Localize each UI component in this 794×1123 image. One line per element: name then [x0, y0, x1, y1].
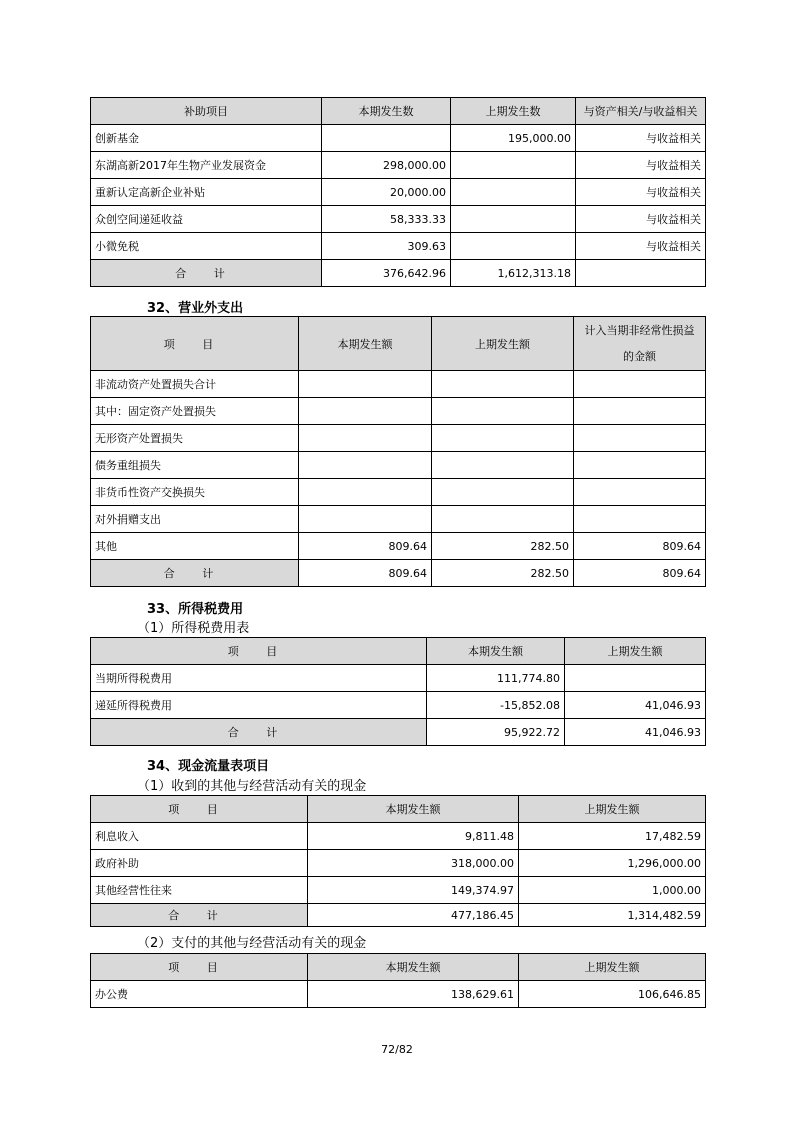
table-cell: 与收益相关: [576, 206, 706, 233]
table-cell: [574, 371, 706, 398]
table-cell: [574, 452, 706, 479]
table-row: [91, 125, 706, 152]
table-cell: 对外捐赠支出: [91, 506, 299, 533]
table-header-row: [91, 954, 706, 981]
table-cell: 20,000.00: [322, 179, 451, 206]
header-cell: 本期发生额: [308, 796, 519, 823]
table-cell: [451, 206, 576, 233]
header-line-2: 的金额: [623, 349, 656, 363]
table-cell: [432, 425, 574, 452]
table-cell: 17,482.59: [519, 823, 706, 850]
subsidy-table: [90, 97, 706, 287]
table-cell: [576, 260, 706, 287]
header-cell: 上期发生额: [519, 796, 706, 823]
table-row: [91, 665, 706, 692]
table-row: [91, 877, 706, 904]
table-cell: 小微免税: [91, 233, 322, 260]
table-cell: [574, 479, 706, 506]
table-cell: 1,612,313.18: [451, 260, 576, 287]
table-cell: [299, 371, 432, 398]
table-cell: 1,296,000.00: [519, 850, 706, 877]
income-tax-table: [90, 637, 706, 746]
table-cell: [451, 179, 576, 206]
table-cell: [565, 665, 706, 692]
table-cell: 与收益相关: [576, 179, 706, 206]
table-cell: [432, 371, 574, 398]
table-cell: 138,629.61: [308, 981, 519, 1008]
table-row: [91, 233, 706, 260]
header-cell: 上期发生额: [432, 317, 574, 371]
header-cell: 与资产相关/与收益相关: [576, 98, 706, 125]
header-cell: 项 目: [91, 954, 308, 981]
table-cell: 95,922.72: [427, 719, 565, 746]
table-cell: 1,314,482.59: [519, 904, 706, 927]
table-cell: 318,000.00: [308, 850, 519, 877]
cash-paid-table: [90, 953, 706, 1008]
table-row: [91, 371, 706, 398]
table-cell: 重新认定高新企业补贴: [91, 179, 322, 206]
header-cell: 补助项目: [91, 98, 322, 125]
table-row: [91, 533, 706, 560]
header-cell: 本期发生额: [299, 317, 432, 371]
table-cell: [322, 125, 451, 152]
table-cell: 41,046.93: [565, 719, 706, 746]
section-33-subtitle: （1）所得税费用表: [137, 621, 250, 636]
table-cell: 809.64: [574, 533, 706, 560]
table-cell: 办公费: [91, 981, 308, 1008]
table-cell: 非货币性资产交换损失: [91, 479, 299, 506]
table-cell: [432, 479, 574, 506]
table-row: [91, 981, 706, 1008]
table-row: [91, 479, 706, 506]
table-cell: 9,811.48: [308, 823, 519, 850]
total-row: [91, 719, 706, 746]
section-34-sub1-title: （1）收到的其他与经营活动有关的现金: [137, 779, 367, 794]
table-cell: [574, 398, 706, 425]
total-row: [91, 260, 706, 287]
table-row: [91, 452, 706, 479]
table-cell: 809.64: [299, 533, 432, 560]
table-cell: [299, 506, 432, 533]
table-header-row: [91, 317, 706, 371]
table-cell: 41,046.93: [565, 692, 706, 719]
table-header-row: [91, 638, 706, 665]
header-cell: 项 目: [91, 796, 308, 823]
table-row: [91, 179, 706, 206]
total-row: [91, 904, 706, 927]
table-cell: 282.50: [432, 560, 574, 587]
total-label: 合 计: [91, 719, 427, 746]
header-cell-two-line: [574, 317, 706, 371]
table-cell: [432, 398, 574, 425]
table-cell: 当期所得税费用: [91, 665, 427, 692]
non-operating-expense-table: [90, 316, 706, 587]
table-cell: 无形资产处置损失: [91, 425, 299, 452]
table-row: [91, 823, 706, 850]
table-cell: 东湖高新2017年生物产业发展资金: [91, 152, 322, 179]
table-row: [91, 506, 706, 533]
header-cell: 项 目: [91, 317, 299, 371]
table-cell: [299, 398, 432, 425]
table-row: [91, 206, 706, 233]
table-cell: [451, 152, 576, 179]
table-cell: 149,374.97: [308, 877, 519, 904]
header-cell: 上期发生数: [451, 98, 576, 125]
table-cell: 其他: [91, 533, 299, 560]
table-cell: -15,852.08: [427, 692, 565, 719]
table-cell: [299, 425, 432, 452]
table-cell: 递延所得税费用: [91, 692, 427, 719]
table-row: [91, 425, 706, 452]
table-cell: 809.64: [299, 560, 432, 587]
table-cell: [299, 479, 432, 506]
table-cell: 298,000.00: [322, 152, 451, 179]
table-cell: [299, 452, 432, 479]
section-34-sub2-title: （2）支付的其他与经营活动有关的现金: [137, 936, 367, 951]
table-cell: 58,333.33: [322, 206, 451, 233]
table-cell: [574, 425, 706, 452]
table-cell: 1,000.00: [519, 877, 706, 904]
table-cell: [432, 452, 574, 479]
table-header-row: [91, 796, 706, 823]
table-cell: 376,642.96: [322, 260, 451, 287]
table-cell: 与收益相关: [576, 125, 706, 152]
table-cell: [451, 233, 576, 260]
table-cell: 195,000.00: [451, 125, 576, 152]
table-cell: 与收益相关: [576, 233, 706, 260]
page-number: 72/82: [381, 1043, 413, 1056]
table-cell: 809.64: [574, 560, 706, 587]
table-cell: 非流动资产处置损失合计: [91, 371, 299, 398]
table-cell: [574, 506, 706, 533]
table-cell: 创新基金: [91, 125, 322, 152]
header-cell: 本期发生数: [322, 98, 451, 125]
table-cell: 其中：固定资产处置损失: [91, 398, 299, 425]
total-label: 合 计: [91, 260, 322, 287]
section-32-title: 32、营业外支出: [147, 301, 244, 316]
table-row: [91, 692, 706, 719]
table-cell: 477,186.45: [308, 904, 519, 927]
total-label: 合 计: [91, 904, 308, 927]
header-cell: 上期发生额: [519, 954, 706, 981]
table-row: [91, 398, 706, 425]
table-header-row: [91, 98, 706, 125]
table-cell: [432, 506, 574, 533]
table-row: [91, 850, 706, 877]
table-cell: 其他经营性往来: [91, 877, 308, 904]
header-cell: 本期发生额: [308, 954, 519, 981]
section-34-title: 34、现金流量表项目: [147, 759, 270, 774]
section-33-title: 33、所得税费用: [147, 602, 244, 617]
table-cell: 利息收入: [91, 823, 308, 850]
table-row: [91, 152, 706, 179]
table-cell: 111,774.80: [427, 665, 565, 692]
total-label: 合 计: [91, 560, 299, 587]
table-cell: 106,646.85: [519, 981, 706, 1008]
header-line-1: 计入当期非经常性损益: [584, 323, 695, 337]
table-cell: 众创空间递延收益: [91, 206, 322, 233]
table-cell: 309.63: [322, 233, 451, 260]
cash-received-table: [90, 795, 706, 927]
table-cell: 282.50: [432, 533, 574, 560]
table-cell: 与收益相关: [576, 152, 706, 179]
table-cell: 政府补助: [91, 850, 308, 877]
total-row: [91, 560, 706, 587]
table-cell: 债务重组损失: [91, 452, 299, 479]
header-cell: 上期发生额: [565, 638, 706, 665]
header-cell: 本期发生额: [427, 638, 565, 665]
header-cell: 项 目: [91, 638, 427, 665]
